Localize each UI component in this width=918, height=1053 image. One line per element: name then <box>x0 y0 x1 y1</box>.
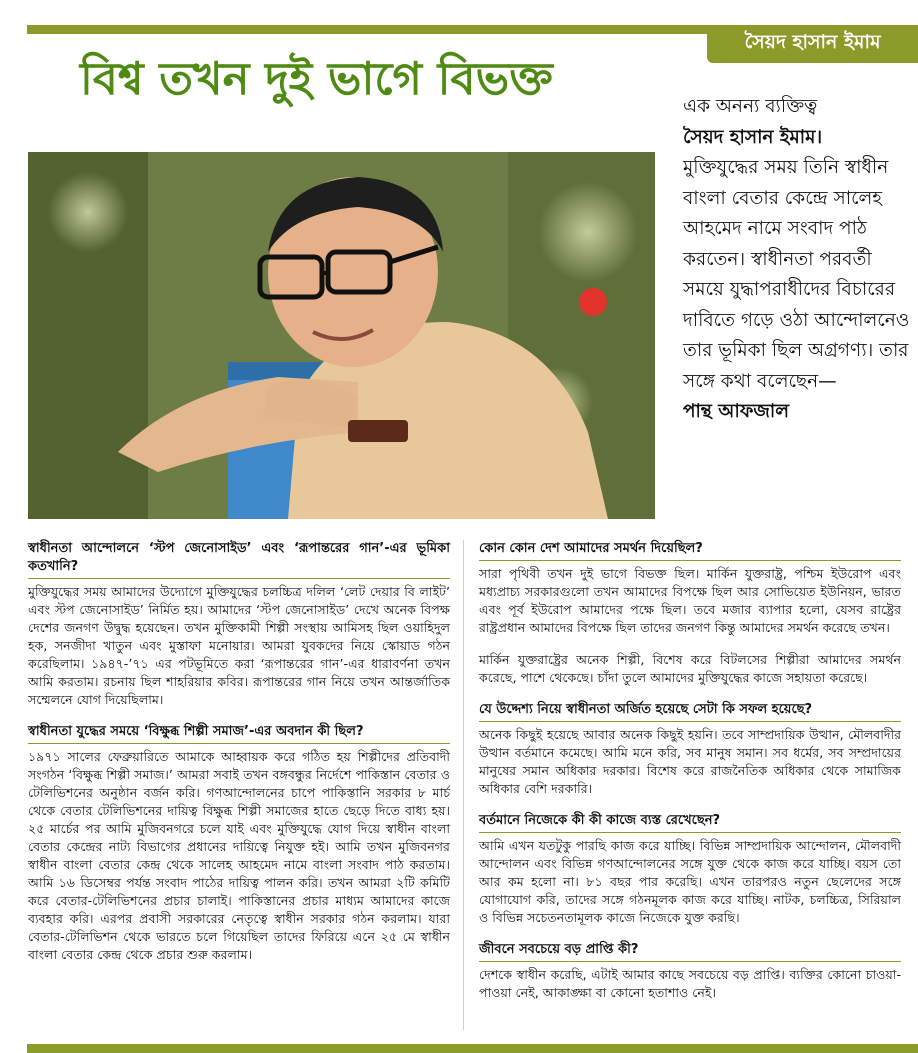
question: স্বাধীনতা যুদ্ধের সময়ে ‘বিক্ষুব্ধ শিল্পী সমাজ’-এর অবদান কী ছিল? <box>28 723 450 744</box>
intro-byline: পান্থ আফজাল <box>683 401 790 422</box>
intro-lead: এক অনন্য ব্যক্তিত্ব <box>683 96 818 117</box>
answer: আমি এখন যতটুকু পারছি কাজ করে যাচ্ছি। বিভিন্ন সাম্প্রদায়িক আন্দোলন, মৌলবাদী আন্দোলন এবং বিভিন্ন গণআন্দোলনের সঙ্গে যুক্ত থেকে কাজ করে যাচ্ছি। বয়স তো আর কম হলো না। ৮১ বছর পার করেছি। এখন তারপরও নতুন ছেলেদের সঙ্গে যোগাযোগ করি, তাদের সঙ্গে গঠনমূলক কাজ করে যাচ্ছি। নাটক, চলচ্চিত্র, সিরিয়াল ও বিভিন্ন সচেতনতামূলক কাজে নিজেকে যুক্ত করছি। <box>479 838 901 925</box>
question: স্বাধীনতা আন্দোলনে ‘স্টপ জেনোসাইড’ এবং ‘রূপান্তরের গান’-এর ভূমিকা কতখানি? <box>28 540 450 579</box>
question: যে উদ্দেশ্য নিয়ে স্বাধীনতা অর্জিত হয়েছে সেটা কি সফল হয়েছে? <box>479 701 901 722</box>
question: জীবনে সবচেয়ে বড় প্রাপ্তি কী? <box>479 941 901 962</box>
bottom-rule <box>27 1044 918 1053</box>
answer: দেশকে স্বাধীন করেছি, এটাই আমার কাছে সবচেয়ে বড় প্রাপ্তি। ব্যক্তির কোনো চাওয়া-পাওয়া নেই, আকাঙ্ক্ষা বা কোনো হতাশাও নেই। <box>479 967 901 1000</box>
intro-box <box>683 92 913 428</box>
intro-name: সৈয়দ হাসান ইমাম। <box>683 126 823 148</box>
answer: অনেক কিছুই হয়েছে আবার অনেক কিছুই হয়নি। তবে সাম্প্রদায়িক উত্থান, মৌলবাদীর উত্থান বর্তমানে কমেছে। আমি মনে করি, সব মানুষ সমান। সব ধর্মের, সব সম্প্রদায়ের মানুষের সমান অধিকার দরকার। বিশেষ করে রাজনৈতিক অধিকার থেকে সামাজিক অধিকার বেশি দরকারি। <box>479 727 901 796</box>
answer: মার্কিন যুক্তরাষ্ট্রের অনেক শিল্পী, বিশেষ করে বিটলসের শিল্পীরা আমাদের সমর্থন করেছে, পাশে থেকেছে। চাঁদা তুলে আমাদের মুক্তিযুদ্ধের কাজে সহায়তা করেছে। <box>479 652 901 685</box>
author-tag: সৈয়দ হাসান ইমাম <box>707 25 918 63</box>
answer: মুক্তিযুদ্ধের সময় আমাদের উদ্যোগে মুক্তিযুদ্ধের চলচ্চিত্র দলিল ‘লেট দেয়ার বি লাইট’ এবং স্টপ জেনোসাইড’ নির্মিত হয়। আমাদের ‘স্টপ জেনোসাইড’ দেখে অনেক বিপক্ষ দেশের জনগণ উদ্বুদ্ধ হয়েছেন। তখন মুক্তিকামী শিল্পী সংস্থায় আমিসহ ছিল ওয়াহিদুল হক, সনজীদা খাতুন এবং মুস্তাফা মনোয়ার। আমরা যুবকদের নিয়ে স্কোয়াড গঠন করেছিলাম। ১৯৪৭-’৭১ এর পটভূমিতে করা ‘রূপান্তরের গান’-এর ধারাবর্ণনা তখন আমি করতাম। রচনায় ছিল শাহরিয়ার কবির। রূপান্তরের গান নিয়ে তখন আন্তর্জাতিক সম্মেলনে যোগ দিয়েছিলাম। <box>28 584 450 707</box>
question: কোন কোন দেশ আমাদের সমর্থন দিয়েছিল? <box>479 540 901 561</box>
headline: বিশ্ব তখন দুই ভাগে বিভক্ত <box>80 52 553 105</box>
column-right <box>479 540 901 1016</box>
question: বর্তমানে নিজেকে কী কী কাজে ব্যস্ত রেখেছেন? <box>479 812 901 833</box>
column-left <box>28 540 450 978</box>
column-divider <box>463 540 464 1030</box>
answer: ১৯৭১ সালের ফেব্রুয়ারিতে আমাকে আহ্বায়ক করে গঠিত হয় শিল্পীদের প্রতিবাদী সংগঠন ‘বিক্ষুব্ধ শিল্পী সমাজ।’ আমরা সবাই তখন বঙ্গবন্ধুর নির্দেশে পাকিস্তান বেতার ও টেলিভিশনের অনুষ্ঠান বর্জন করি। গণআন্দোলনের চাপে পাকিস্তানি সরকার ৮ মার্চ থেকে বেতার টেলিভিশনের দায়িত্ব বিক্ষুব্ধ শিল্পী সমাজের হাতে ছেড়ে দিতে বাধ্য হয়। ২৫ মার্চের পর আমি মুজিবনগরে চলে যাই এবং মুক্তিযুদ্ধে যোগ দিয়ে স্বাধীন বাংলা বেতার কেন্দ্রের নাট্য বিভাগের প্রধানের দায়িত্বে নিযুক্ত হই। আমি তখন মুজিবনগর স্বাধীন বাংলা বেতার কেন্দ্র থেকে সালেহ আহমেদ নামে বাংলা সংবাদ পাঠ করতাম। আমি ১৬ ডিসেম্বর পর্যন্ত সংবাদ পাঠের দায়িত্ব পালন করি। তখন আমরা ২টি কমিটি করে বেতার-টেলিভিশনের প্রচার চালাই। পাকিস্তানের প্রচার মাধ্যম আমাদের কাজে ব্যবহার করি। এরপর প্রবাসী সরকারের নেতৃত্বে স্বাধীন সরকার গঠন করলাম। যারা বেতার-টেলিভিশন থেকে ভারতে চলে গিয়েছিল তাদের ফিরিয়ে এনে ২৫ মে স্বাধীন বাংলা বেতার কেন্দ্র থেকে প্রচার শুরু করলাম। <box>28 749 450 962</box>
portrait-illustration <box>28 152 655 519</box>
answer: সারা পৃথিবী তখন দুই ভাগে বিভক্ত ছিল। মার্কিন যুক্তরাষ্ট্র, পশ্চিম ইউরোপ এবং মধ্যপ্রাচ্য সরকারগুলো তখন আমাদের বিপক্ষে ছিল আর সোভিয়েত ইউনিয়ন, ভারত এবং পূর্ব ইউরোপ আমাদের পক্ষে ছিল। তবে মজার ব্যাপার হলো, যেসব রাষ্ট্রের রাষ্ট্রপ্রধান আমাদের বিপক্ষে ছিল তাদের জনগণ কিন্তু আমাদের সমর্থন করেছে তখন। <box>479 566 902 635</box>
intro-body: মুক্তিযুদ্ধের সময় তিনি স্বাধীন বাংলা বেতার কেন্দ্রে সালেহ আহমেদ নামে সংবাদ পাঠ করতেন। স্বাধীনতা পরবর্তী সময়ে যুদ্ধাপরাধীদের বিচারের দাবিতে গড়ে ওঠা আন্দোলনেও তার ভূমিকা ছিল অগ্রগণ্য। তার সঙ্গে কথা বলেছেন— <box>683 157 910 392</box>
portrait-photo <box>28 152 655 519</box>
